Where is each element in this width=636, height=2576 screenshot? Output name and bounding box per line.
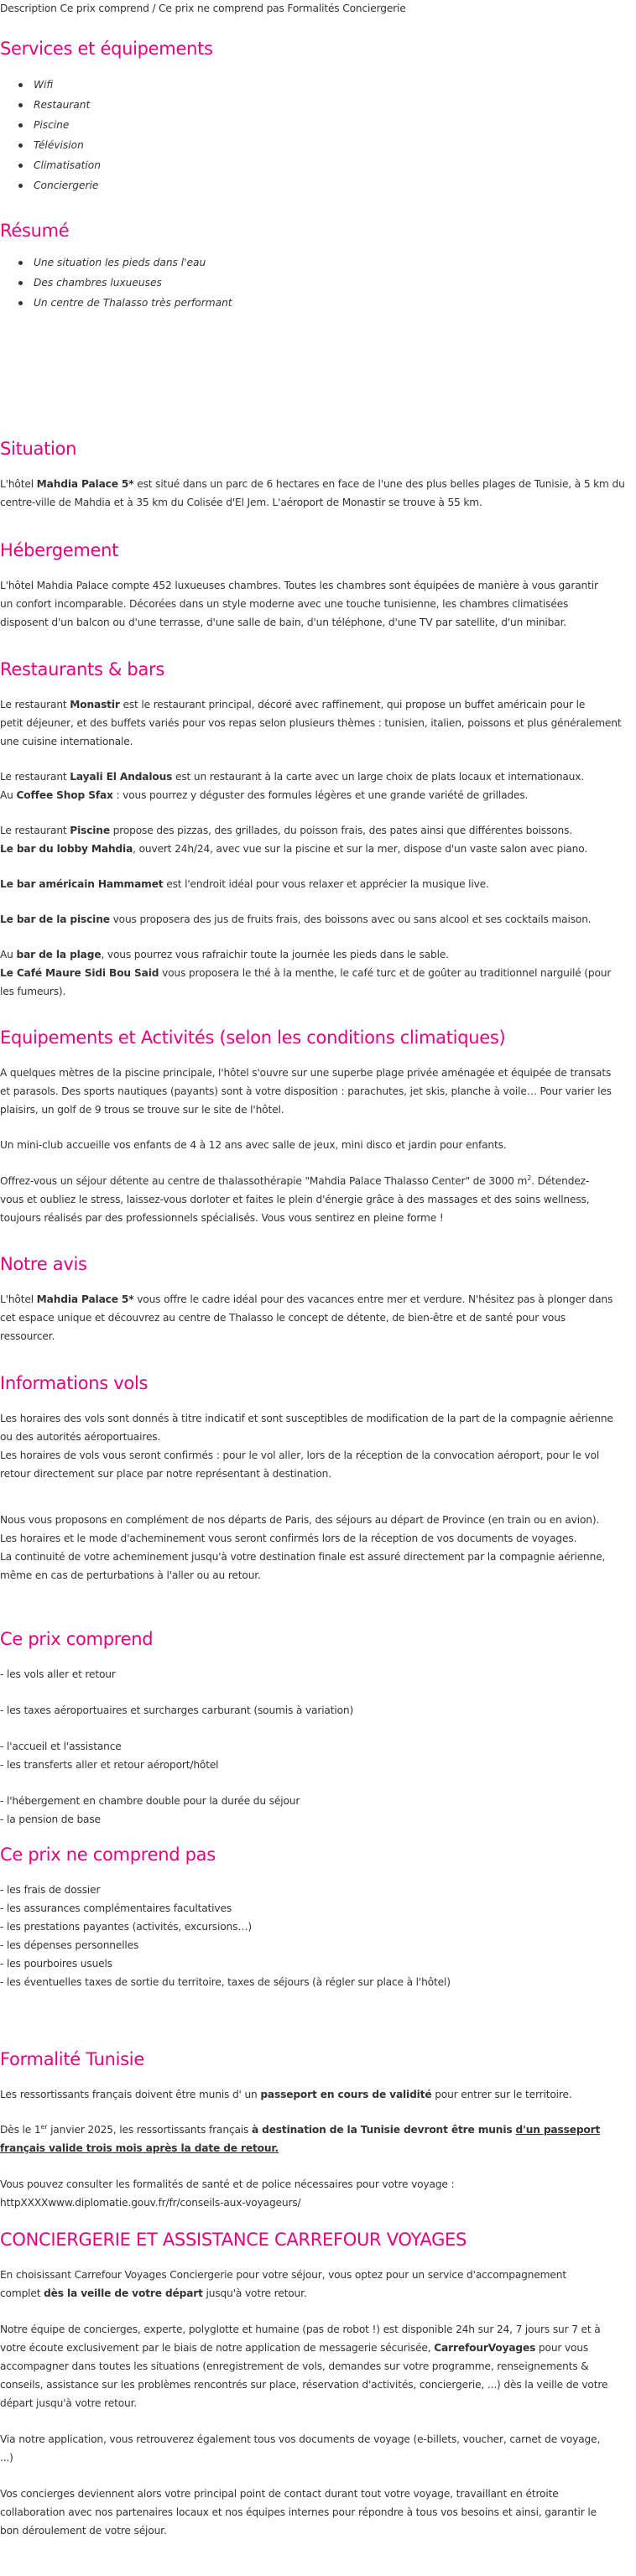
text: janvier 2025, les ressortissants français [47,2124,252,2136]
services-title: Services et équipements [0,39,213,59]
text: complet [0,2287,44,2299]
ne-comprend-item: - les dépenses personnelles [0,1939,139,1951]
restaurant-line [0,911,631,929]
conciergerie-line: conseils, assistance sur les problèmes rencontrés sur place, réservation d'activités, conciergerie, ...) dès la veille de votre [0,2379,608,2391]
equipements-line: Un mini-club accueille vos enfants de 4 à 12 ans avec salle de jeux, mini disco et jardin pour enfants. [0,1139,507,1151]
text: votre écoute exclusivement par le biais de notre application de messagerie sécurisée, [0,2342,435,2354]
hotel-name: Mahdia Palace 5* [36,1293,134,1305]
venue-name: Le bar du lobby Mahdia [0,843,133,855]
conciergerie-title: CONCIERGERIE ET ASSISTANCE CARREFOUR VOYAGES [0,2230,467,2250]
text: , ouvert 24h/24, avec vue sur la piscine et sur la mer, dispose d'un vaste salon avec piano. [133,843,588,855]
vols-line: ou des autorités aéroportuaires. [0,1431,161,1443]
superscript: 2 [527,1174,532,1182]
venue-name: Le bar de la piscine [0,913,110,925]
breadcrumb [0,0,631,18]
hebergement-line: un confort incomparable. Décorées dans un style moderne avec une touche tunisienne, les chambres climatisées [0,598,569,610]
conciergerie-line: ...) [0,2452,13,2464]
vols-line: retour directement sur place par notre représentant à destination. [0,1468,331,1480]
equipements-line: plaisirs, un golf de 9 trous se trouve sur le site de l'hôtel. [0,1104,284,1116]
list-item: Conciergerie [0,175,101,195]
text: Offrez-vous un séjour détente au centre de thalassothérapie "Mahdia Palace Thalasso Center" de 3000 m [0,1175,528,1187]
conciergerie-line: Notre équipe de concierges, experte, polyglotte et humaine (pas de robot !) est disponible 24h sur 24, 7 jours sur 7 et à [0,2324,601,2335]
equipements-line: et parasols. Des sports nautiques (payants) sont à votre disposition : parachutes, jet skis, planche à voile… Pour varier les [0,1085,612,1097]
avis-line: cet espace unique et découvrez au centre de Thalasso le concept de détente, de bien-être et de santé pour vous [0,1312,566,1324]
conciergerie-line: Vos concierges deviennent alors votre principal point de contact durant tout votre voyage, travaillant en étroite [0,2488,559,2500]
text: est un restaurant à la carte avec un large choix de plats locaux et internationaux. [172,771,585,783]
conciergerie-line: collaboration avec nos partenaires locaux et nos équipes internes pour répondre à tous vos besoins et ainsi, garantir le [0,2506,597,2518]
restaurant-line [0,876,631,893]
situation-line [0,476,631,493]
venue-name: bar de la plage [16,949,102,960]
formalite-line: français valide trois mois après la date de retour. [0,2142,279,2154]
situation-line: centre-ville de Mahdia et à 35 km du Colisée d'El Jem. L'aéroport de Monastir se trouve à 55 km. [0,497,482,508]
text: Le restaurant [0,825,70,836]
text: Au [0,789,17,801]
restaurant-line: petit déjeuner, et des buffets variés pour vos repas selon plusieurs thèmes : tunisien, italien, poissons et plus généralement [0,717,622,729]
formalite-title: Formalité Tunisie [0,2049,144,2069]
vols-line: Les horaires des vols sont donnés à titre indicatif et sont susceptibles de modification de la part de la compagnie aérienne [0,1413,613,1424]
app-name: CarrefourVoyages [434,2342,536,2354]
situation-title: Situation [0,439,77,459]
text: , vous pourrez vous rafraichir toute la journée les pieds dans le sable. [101,949,449,960]
text: : vous pourrez y déguster des formules légères et une grande variété de grillades. [112,789,529,801]
avis-title: Notre avis [0,1254,87,1274]
text: pour entrer sur le territoire. [431,2089,572,2100]
list-item: Wifi [0,75,101,95]
comprend-item: - les vols aller et retour [0,1668,116,1680]
comprend-item: - les taxes aéroportuaires et surcharges carburant (soumis à variation) [0,1704,354,1716]
restaurant-line [0,696,631,714]
venue-name: Piscine [70,825,110,836]
text: vous offre le cadre idéal pour des vacances entre mer et verdure. N'hésitez pas à plonger dans [133,1293,613,1305]
text: Au [0,949,17,960]
formalite-link[interactable]: httpXXXXwww.diplomatie.gouv.fr/fr/conseils-aux-voyageurs/ [0,2197,301,2209]
avis-line: ressourcer. [0,1330,55,1342]
hebergement-line: disposent d'un balcon ou d'une terrasse, d'une salle de bain, d'un téléphone, d'une TV par satellite, d'un minibar. [0,617,567,628]
restaurant-line [0,965,631,982]
services-list [0,75,101,195]
venue-name: Le bar américain Hammamet [0,878,164,890]
list-item: Piscine [0,115,101,135]
text: est situé dans un parc de 6 hectares en face de l'une des plus belles plages de Tunisie, à 5 km du [133,478,625,490]
venue-name: Layali El Andalous [70,771,173,783]
restaurant-line: une cuisine internationale. [0,736,133,747]
ne-comprend-title: Ce prix ne comprend pas [0,1845,216,1865]
ne-comprend-item: - les pourboires usuels [0,1958,112,1970]
equipements-line [0,1173,631,1190]
comprend-title: Ce prix comprend [0,1629,154,1649]
text: jusqu'à votre retour. [202,2287,307,2299]
ne-comprend-item: - les prestations payantes (activités, excursions…) [0,1921,252,1933]
restaurant-line [0,787,631,804]
restaurants-title: Restaurants & bars [0,659,165,679]
equipements-line: vous et oubliez le stress, laissez-vous dorloter et faites le plein d'énergie grâce à des massages et des soins wellness, [0,1194,590,1205]
vols-line: Les horaires de vols vous seront confirmés : pour le vol aller, lors de la réception de la convocation aéroport, pour le vol [0,1449,600,1461]
emphasis: passeport en cours de validité [260,2089,432,2100]
avis-line [0,1291,631,1309]
venue-name: Le Café Maure Sidi Bou Said [0,967,159,979]
vols-line: Nous vous proposons en complément de nos départs de Paris, des séjours au départ de Province (en train ou en avion). [0,1514,600,1526]
vols-line: La continuité de votre acheminement jusqu'à votre destination finale est assuré directement par la compagnie aérienne, [0,1551,606,1563]
comprend-item: - les transferts aller et retour aéroport/hôtel [0,1759,219,1771]
text: est l'endroit idéal pour vous relaxer et apprécier la musique live. [163,878,489,890]
text: pour vous [535,2342,589,2354]
text: Le restaurant [0,771,70,783]
equipements-title: Equipements et Activités (selon les conditions climatiques) [0,1028,506,1048]
ne-comprend-item: - les frais de dossier [0,1884,101,1896]
text: est le restaurant principal, décoré avec raffinement, qui propose un buffet américain pour le [119,699,586,710]
list-item: Climatisation [0,155,101,175]
venue-name: Coffee Shop Sfax [16,789,113,801]
vols-line: Les horaires et le mode d'acheminement vous seront confirmés lors de la réception de vos documents de voyages. [0,1533,577,1544]
restaurant-line [0,840,631,858]
ne-comprend-item: - les éventuelles taxes de sortie du territoire, taxes de séjours (à régler sur place à l'hôtel) [0,1976,451,1988]
list-item: Restaurant [0,95,101,115]
emphasis-underlined: d'un passeport [515,2124,601,2136]
list-item: Un centre de Thalasso très performant [0,293,232,313]
vols-title: Informations vols [0,1373,149,1393]
list-item: Télévision [0,135,101,155]
ne-comprend-item: - les assurances complémentaires facultatives [0,1902,232,1914]
text: Le restaurant [0,699,70,710]
text: Les ressortissants français doivent être munis d' un [0,2089,261,2100]
text: Dès le 1 [0,2124,41,2136]
hebergement-title: Hébergement [0,540,119,560]
comprend-item: - la pension de base [0,1814,101,1825]
text: vous proposera des jus de fruits frais, des boissons avec ou sans alcool et ses cocktails maison. [109,913,592,925]
hebergement-line: L'hôtel Mahdia Palace compte 452 luxueuses chambres. Toutes les chambres sont équipées de manière à vous garantir [0,580,598,591]
formalite-line [0,2086,631,2104]
comprend-item: - l'hébergement en chambre double pour la durée du séjour [0,1795,300,1807]
equipements-line: A quelques mètres de la piscine principale, l'hôtel s'ouvre sur une superbe plage privée aménagée et équipée de transats [0,1067,612,1079]
list-item: Des chambres luxueuses [0,273,232,293]
conciergerie-line: accompagner dans toutes les situations (enregistrement de vols, demandes sur votre programme, renseignements & [0,2360,589,2372]
list-item: Une situation les pieds dans l'eau [0,252,232,273]
equipements-line: toujours réalisés par des professionnels spécialisés. Vous vous sentirez en pleine forme ! [0,1212,444,1224]
conciergerie-line: Via notre application, vous retrouverez également tous vos documents de voyage (e-billets, voucher, carnet de voyage, [0,2433,601,2445]
text: L'hôtel [0,478,37,490]
venue-name: Monastir [70,699,120,710]
restaurant-line: les fumeurs). [0,986,66,997]
conciergerie-line [0,2285,631,2303]
formalite-line: Vous pouvez consulter les formalités de santé et de police nécessaires pour votre voyage : [0,2178,455,2190]
resume-list [0,252,232,313]
restaurant-line [0,768,631,786]
restaurant-line [0,822,631,840]
text: . Détendez- [531,1175,590,1187]
emphasis: à destination de la Tunisie devront être munis [251,2124,516,2136]
formalite-line [0,2121,631,2139]
restaurant-line [0,946,631,964]
hotel-name: Mahdia Palace 5* [36,478,134,490]
conciergerie-line: départ jusqu'à votre retour. [0,2397,138,2409]
conciergerie-line [0,2339,631,2357]
text: vous proposera le thé à la menthe, le café turc et de goûter au traditionnel narguilé (pour [159,967,612,979]
conciergerie-line: En choisissant Carrefour Voyages Conciergerie pour votre séjour, vous optez pour un service d'accompagnement [0,2269,566,2281]
comprend-item: - l'accueil et l'assistance [0,1741,122,1752]
superscript: er [40,2122,48,2131]
text: propose des pizzas, des grillades, du poisson frais, des pates ainsi que différentes boissons. [109,825,572,836]
breadcrumb-text: Description Ce prix comprend / Ce prix ne comprend pas Formalités Conciergerie [0,3,406,14]
resume-title: Résumé [0,221,70,241]
text: L'hôtel [0,1293,37,1305]
conciergerie-line: bon déroulement de votre séjour. [0,2525,167,2537]
vols-line: même en cas de perturbations à l'aller ou au retour. [0,1569,261,1581]
emphasis: dès la veille de votre départ [44,2287,203,2299]
